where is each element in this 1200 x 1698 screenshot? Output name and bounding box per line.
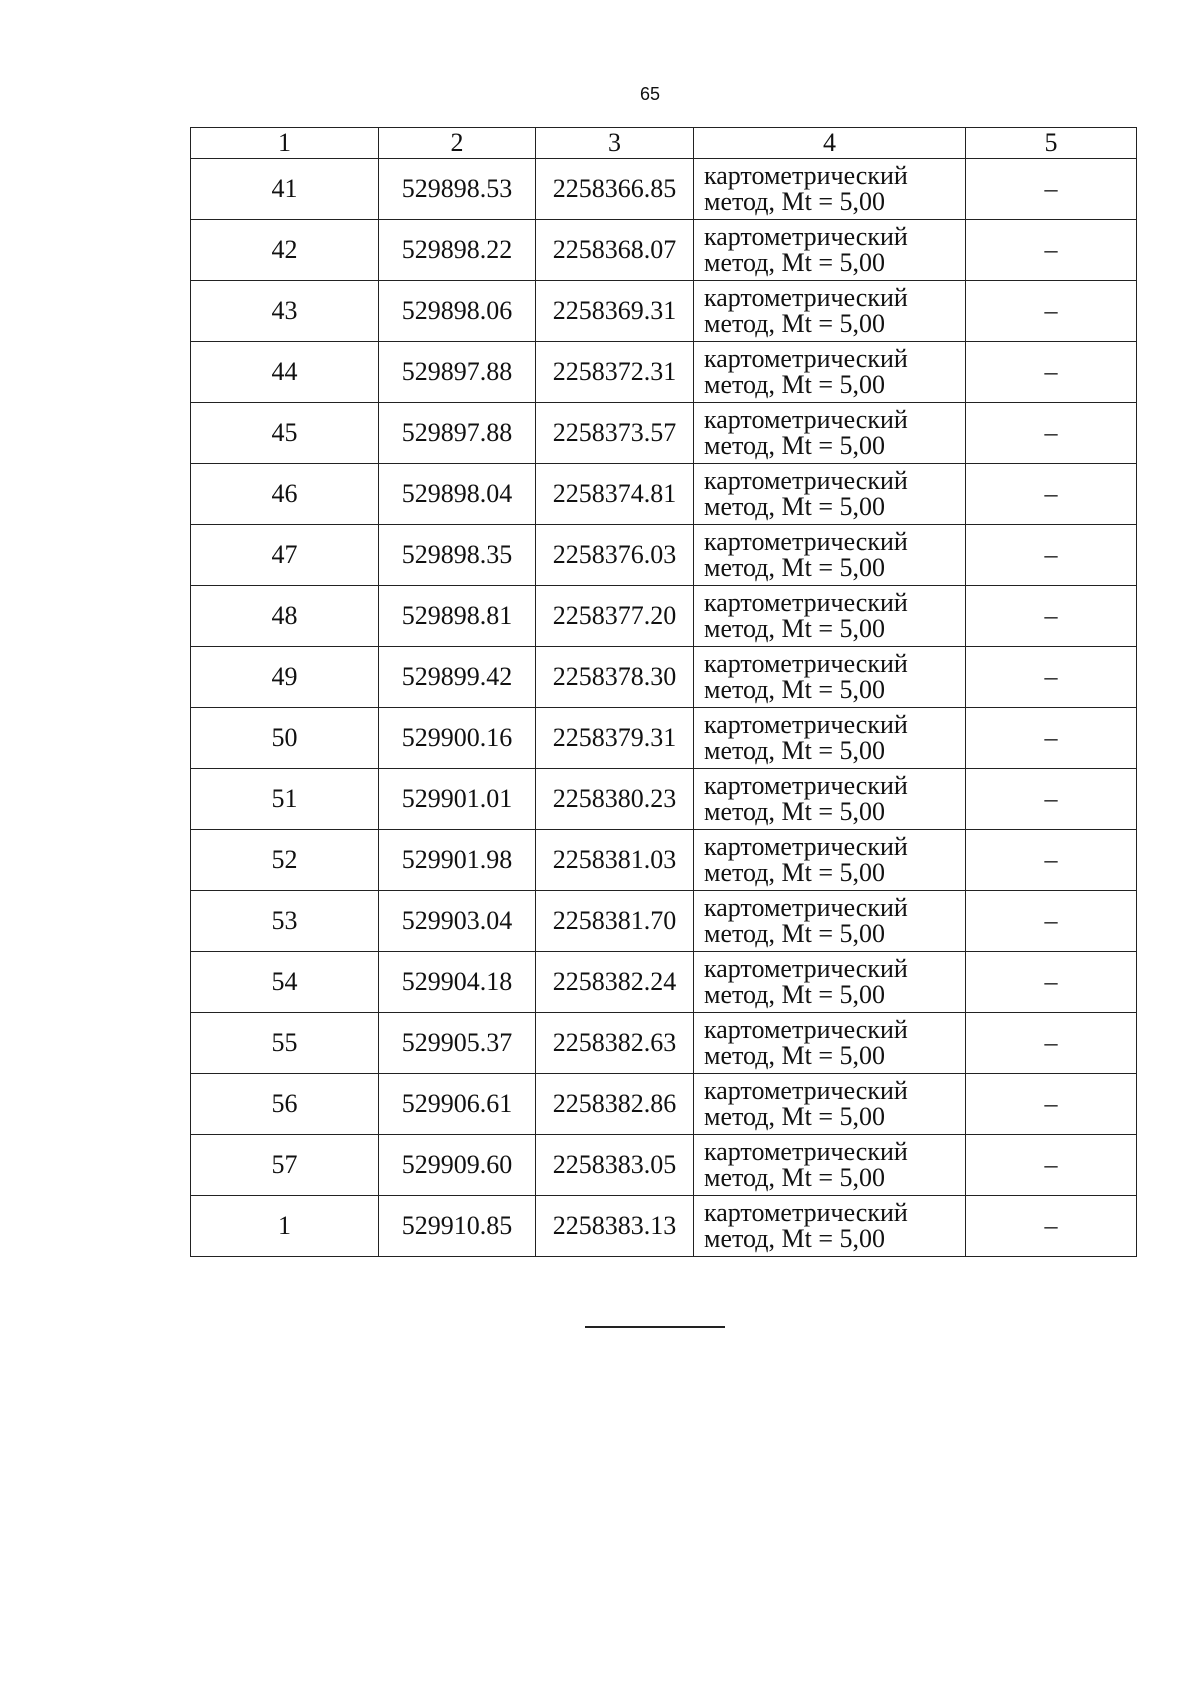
point-number-cell: 1	[191, 1196, 379, 1257]
x-coordinate-cell: 529906.61	[379, 1074, 536, 1135]
table-row	[191, 1135, 1137, 1196]
y-coordinate-cell: 2258379.31	[536, 708, 694, 769]
method-cell	[694, 281, 966, 342]
error-cell: –	[966, 525, 1137, 586]
x-coordinate-cell: 529898.06	[379, 281, 536, 342]
point-number-cell: 45	[191, 403, 379, 464]
method-text: картометрический	[704, 405, 908, 434]
table-row	[191, 464, 1137, 525]
end-divider-line	[585, 1326, 725, 1328]
error-cell: –	[966, 281, 1137, 342]
y-coordinate-cell: 2258382.86	[536, 1074, 694, 1135]
method-text: метод, Mt = 5,00	[704, 980, 885, 1009]
method-cell	[694, 708, 966, 769]
method-text: картометрический	[704, 161, 908, 190]
point-number-cell: 49	[191, 647, 379, 708]
method-text: картометрический	[704, 588, 908, 617]
method-cell	[694, 1074, 966, 1135]
point-number-cell: 48	[191, 586, 379, 647]
header-row	[191, 128, 1137, 159]
method-text: картометрический	[704, 893, 908, 922]
x-coordinate-cell: 529909.60	[379, 1135, 536, 1196]
method-cell	[694, 1135, 966, 1196]
method-text: метод, Mt = 5,00	[704, 248, 885, 277]
error-cell: –	[966, 159, 1137, 220]
error-cell: –	[966, 952, 1137, 1013]
table-row	[191, 220, 1137, 281]
method-text: метод, Mt = 5,00	[704, 187, 885, 216]
table-header	[191, 128, 1137, 159]
point-number-cell: 41	[191, 159, 379, 220]
y-coordinate-cell: 2258378.30	[536, 647, 694, 708]
error-cell: –	[966, 1135, 1137, 1196]
error-cell: –	[966, 1074, 1137, 1135]
point-number-cell: 46	[191, 464, 379, 525]
x-coordinate-cell: 529900.16	[379, 708, 536, 769]
method-text: картометрический	[704, 222, 908, 251]
point-number-cell: 54	[191, 952, 379, 1013]
y-coordinate-cell: 2258382.63	[536, 1013, 694, 1074]
x-coordinate-cell: 529897.88	[379, 403, 536, 464]
y-coordinate-cell: 2258376.03	[536, 525, 694, 586]
method-cell	[694, 525, 966, 586]
point-number-cell: 53	[191, 891, 379, 952]
table-row	[191, 159, 1137, 220]
column-header-3: 3	[536, 128, 694, 159]
error-cell: –	[966, 830, 1137, 891]
error-cell: –	[966, 1013, 1137, 1074]
point-number-cell: 43	[191, 281, 379, 342]
method-cell	[694, 1196, 966, 1257]
method-text: метод, Mt = 5,00	[704, 1041, 885, 1070]
method-text: метод, Mt = 5,00	[704, 797, 885, 826]
x-coordinate-cell: 529901.98	[379, 830, 536, 891]
method-text: картометрический	[704, 1076, 908, 1105]
error-cell: –	[966, 342, 1137, 403]
error-cell: –	[966, 891, 1137, 952]
error-cell: –	[966, 586, 1137, 647]
method-text: картометрический	[704, 771, 908, 800]
column-header-2: 2	[379, 128, 536, 159]
error-cell: –	[966, 647, 1137, 708]
method-text: метод, Mt = 5,00	[704, 675, 885, 704]
x-coordinate-cell: 529910.85	[379, 1196, 536, 1257]
method-text: картометрический	[704, 832, 908, 861]
method-cell	[694, 891, 966, 952]
table-row	[191, 830, 1137, 891]
method-cell	[694, 1013, 966, 1074]
error-cell: –	[966, 708, 1137, 769]
method-text: метод, Mt = 5,00	[704, 1224, 885, 1253]
point-number-cell: 42	[191, 220, 379, 281]
point-number-cell: 47	[191, 525, 379, 586]
method-cell	[694, 830, 966, 891]
method-cell	[694, 220, 966, 281]
column-header-4: 4	[694, 128, 966, 159]
y-coordinate-cell: 2258383.13	[536, 1196, 694, 1257]
table-row	[191, 1013, 1137, 1074]
method-text: картометрический	[704, 344, 908, 373]
x-coordinate-cell: 529898.35	[379, 525, 536, 586]
point-number-cell: 52	[191, 830, 379, 891]
method-cell	[694, 647, 966, 708]
error-cell: –	[966, 464, 1137, 525]
point-number-cell: 57	[191, 1135, 379, 1196]
method-text: метод, Mt = 5,00	[704, 858, 885, 887]
method-text: метод, Mt = 5,00	[704, 431, 885, 460]
method-cell	[694, 159, 966, 220]
page-number: 65	[639, 84, 661, 104]
x-coordinate-cell: 529901.01	[379, 769, 536, 830]
table-row	[191, 952, 1137, 1013]
table-row	[191, 525, 1137, 586]
method-text: метод, Mt = 5,00	[704, 614, 885, 643]
method-cell	[694, 342, 966, 403]
method-text: картометрический	[704, 527, 908, 556]
table-row	[191, 769, 1137, 830]
y-coordinate-cell: 2258369.31	[536, 281, 694, 342]
method-text: метод, Mt = 5,00	[704, 1163, 885, 1192]
point-number-cell: 55	[191, 1013, 379, 1074]
method-text: метод, Mt = 5,00	[704, 1102, 885, 1131]
column-header-1: 1	[191, 128, 379, 159]
table-row	[191, 1196, 1137, 1257]
method-text: картометрический	[704, 649, 908, 678]
y-coordinate-cell: 2258381.70	[536, 891, 694, 952]
y-coordinate-cell: 2258380.23	[536, 769, 694, 830]
method-text: метод, Mt = 5,00	[704, 492, 885, 521]
table-row	[191, 281, 1137, 342]
x-coordinate-cell: 529905.37	[379, 1013, 536, 1074]
y-coordinate-cell: 2258377.20	[536, 586, 694, 647]
point-number-cell: 50	[191, 708, 379, 769]
method-text: метод, Mt = 5,00	[704, 919, 885, 948]
table-row	[191, 1074, 1137, 1135]
method-text: картометрический	[704, 1137, 908, 1166]
table-row	[191, 891, 1137, 952]
table-row	[191, 708, 1137, 769]
coordinates-table	[190, 127, 1137, 1257]
x-coordinate-cell: 529903.04	[379, 891, 536, 952]
point-number-cell: 56	[191, 1074, 379, 1135]
x-coordinate-cell: 529904.18	[379, 952, 536, 1013]
table-row	[191, 342, 1137, 403]
x-coordinate-cell: 529899.42	[379, 647, 536, 708]
error-cell: –	[966, 220, 1137, 281]
y-coordinate-cell: 2258381.03	[536, 830, 694, 891]
y-coordinate-cell: 2258372.31	[536, 342, 694, 403]
error-cell: –	[966, 769, 1137, 830]
y-coordinate-cell: 2258374.81	[536, 464, 694, 525]
y-coordinate-cell: 2258368.07	[536, 220, 694, 281]
x-coordinate-cell: 529898.04	[379, 464, 536, 525]
point-number-cell: 44	[191, 342, 379, 403]
method-cell	[694, 403, 966, 464]
method-text: метод, Mt = 5,00	[704, 309, 885, 338]
table-row	[191, 403, 1137, 464]
method-text: картометрический	[704, 954, 908, 983]
y-coordinate-cell: 2258382.24	[536, 952, 694, 1013]
y-coordinate-cell: 2258373.57	[536, 403, 694, 464]
method-cell	[694, 769, 966, 830]
method-text: картометрический	[704, 466, 908, 495]
method-text: картометрический	[704, 1015, 908, 1044]
method-cell	[694, 952, 966, 1013]
column-header-5: 5	[966, 128, 1137, 159]
method-text: картометрический	[704, 710, 908, 739]
error-cell: –	[966, 403, 1137, 464]
method-text: метод, Mt = 5,00	[704, 553, 885, 582]
x-coordinate-cell: 529897.88	[379, 342, 536, 403]
method-text: картометрический	[704, 1198, 908, 1227]
y-coordinate-cell: 2258383.05	[536, 1135, 694, 1196]
point-number-cell: 51	[191, 769, 379, 830]
method-text: картометрический	[704, 283, 908, 312]
y-coordinate-cell: 2258366.85	[536, 159, 694, 220]
table-body	[191, 159, 1137, 1257]
x-coordinate-cell: 529898.81	[379, 586, 536, 647]
table-row	[191, 586, 1137, 647]
method-text: метод, Mt = 5,00	[704, 736, 885, 765]
method-cell	[694, 464, 966, 525]
x-coordinate-cell: 529898.22	[379, 220, 536, 281]
x-coordinate-cell: 529898.53	[379, 159, 536, 220]
table-row	[191, 647, 1137, 708]
method-text: метод, Mt = 5,00	[704, 370, 885, 399]
error-cell: –	[966, 1196, 1137, 1257]
method-cell	[694, 586, 966, 647]
